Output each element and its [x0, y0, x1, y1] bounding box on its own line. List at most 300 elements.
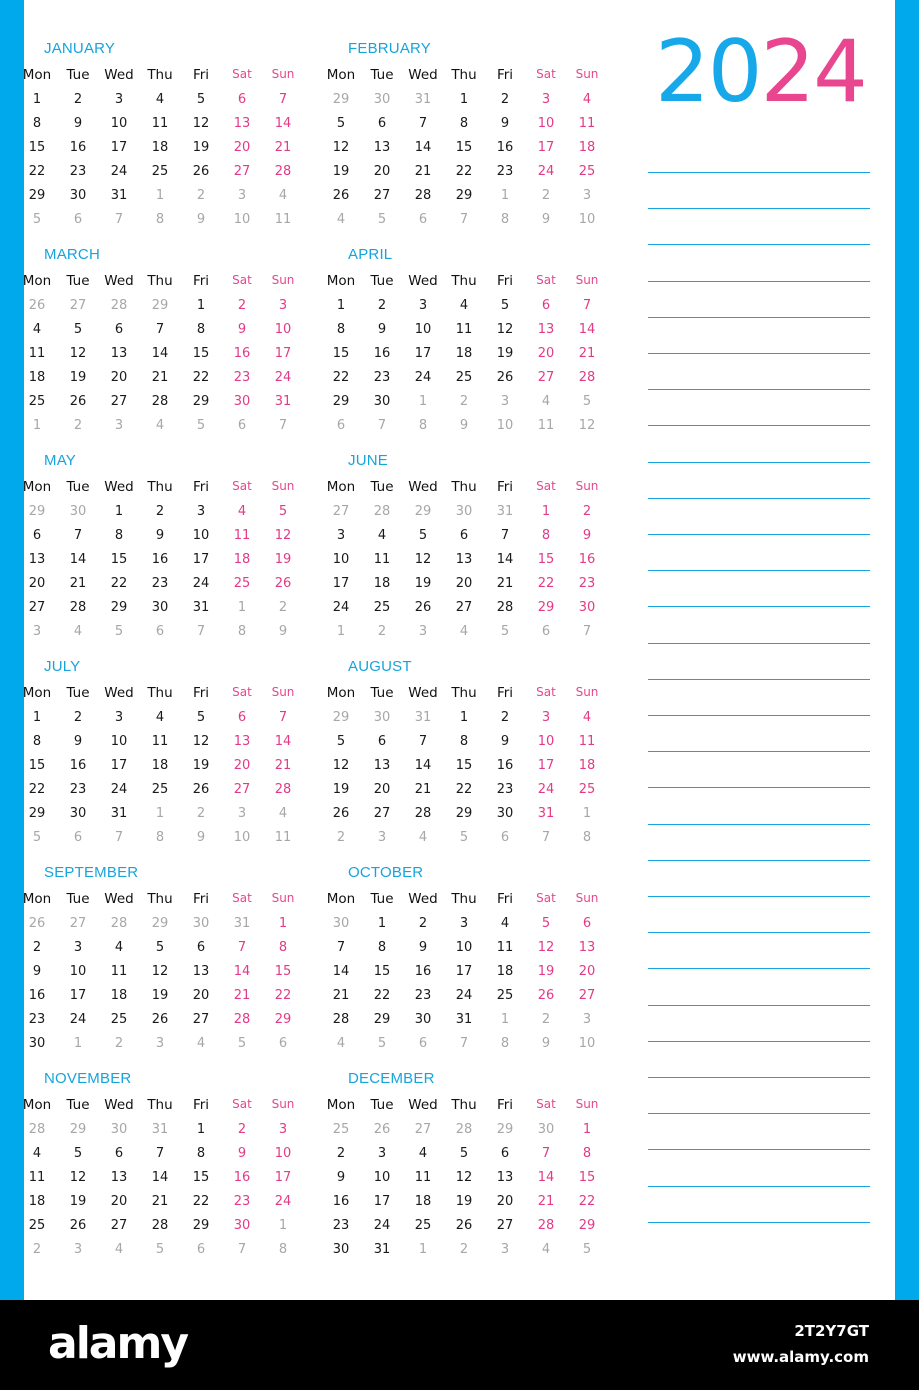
month-name: MARCH	[44, 246, 100, 263]
day-cell: 24	[537, 782, 555, 797]
day-cell: 28	[274, 164, 292, 179]
watermark-url: www.alamy.com	[732, 1348, 869, 1366]
adjacent-month-day: 28	[455, 1122, 473, 1137]
adjacent-month-day: 2	[32, 1242, 42, 1257]
weekday-header-thu: Thu	[147, 891, 173, 907]
day-cell: 21	[69, 576, 87, 591]
day-cell: 4	[377, 528, 387, 543]
day-cell: 16	[496, 758, 514, 773]
weekday-header-mon: Mon	[22, 273, 52, 289]
weekday-header-wed: Wed	[104, 479, 134, 495]
note-line	[648, 1041, 870, 1042]
day-cell: 23	[233, 370, 251, 385]
day-cell: 12	[151, 964, 169, 979]
weekday-header-sun: Sun	[575, 1097, 599, 1111]
weekday-header-mon: Mon	[22, 685, 52, 701]
adjacent-month-day: 3	[114, 418, 124, 433]
day-cell: 31	[110, 188, 128, 203]
adjacent-month-day: 8	[155, 830, 165, 845]
day-cell: 27	[455, 600, 473, 615]
weekday-header-tue: Tue	[370, 479, 394, 495]
adjacent-month-day: 5	[32, 212, 42, 227]
day-cell: 6	[377, 116, 387, 131]
day-cell: 6	[237, 92, 247, 107]
day-cell: 26	[332, 806, 350, 821]
day-cell: 18	[455, 346, 473, 361]
weekday-header-sat: Sat	[536, 1097, 556, 1111]
weekday-header-thu: Thu	[451, 1097, 477, 1113]
day-cell: 14	[414, 758, 432, 773]
note-line	[648, 606, 870, 607]
adjacent-month-day: 11	[274, 212, 292, 227]
day-cell: 3	[278, 298, 288, 313]
day-cell: 14	[233, 964, 251, 979]
day-cell: 21	[233, 988, 251, 1003]
day-cell: 9	[32, 964, 42, 979]
day-cell: 8	[278, 940, 288, 955]
adjacent-month-day: 5	[500, 624, 510, 639]
year-title	[655, 22, 866, 122]
day-cell: 3	[114, 92, 124, 107]
weekday-header-fri: Fri	[496, 685, 514, 701]
day-cell: 14	[151, 1170, 169, 1185]
day-cell: 20	[233, 140, 251, 155]
note-line	[648, 498, 870, 499]
day-cell: 5	[73, 322, 83, 337]
adjacent-month-day: 2	[541, 1012, 551, 1027]
weekday-header-wed: Wed	[408, 1097, 438, 1113]
day-cell: 3	[377, 1146, 387, 1161]
day-cell: 20	[373, 782, 391, 797]
day-cell: 14	[496, 552, 514, 567]
note-line	[648, 751, 870, 752]
day-cell: 4	[459, 298, 469, 313]
day-cell: 4	[155, 710, 165, 725]
note-line	[648, 1149, 870, 1150]
day-cell: 29	[192, 1218, 210, 1233]
month-name: AUGUST	[348, 658, 412, 675]
adjacent-month-day: 6	[73, 830, 83, 845]
day-cell: 2	[582, 504, 592, 519]
weekday-header-sun: Sun	[575, 891, 599, 905]
day-cell: 30	[332, 1242, 350, 1257]
weekday-header-tue: Tue	[66, 891, 90, 907]
month-name: DECEMBER	[348, 1070, 435, 1087]
day-cell: 6	[32, 528, 42, 543]
adjacent-month-day: 10	[578, 1036, 596, 1051]
weekday-header-tue: Tue	[66, 67, 90, 83]
day-cell: 1	[32, 92, 42, 107]
day-cell: 9	[73, 734, 83, 749]
day-cell: 9	[155, 528, 165, 543]
day-cell: 22	[274, 988, 292, 1003]
day-cell: 28	[414, 806, 432, 821]
adjacent-month-day: 4	[155, 418, 165, 433]
day-cell: 13	[28, 552, 46, 567]
adjacent-month-day: 1	[155, 806, 165, 821]
weekday-header-sun: Sun	[575, 479, 599, 493]
adjacent-month-day: 4	[196, 1036, 206, 1051]
weekday-header-sat: Sat	[232, 891, 252, 905]
day-cell: 25	[28, 394, 46, 409]
weekday-header-thu: Thu	[147, 67, 173, 83]
adjacent-month-day: 2	[73, 418, 83, 433]
weekday-header-sat: Sat	[536, 891, 556, 905]
day-cell: 20	[192, 988, 210, 1003]
day-cell: 2	[418, 916, 428, 931]
adjacent-month-day: 2	[196, 188, 206, 203]
day-cell: 12	[192, 734, 210, 749]
weekday-header-tue: Tue	[370, 685, 394, 701]
day-cell: 17	[274, 1170, 292, 1185]
weekday-header-tue: Tue	[370, 891, 394, 907]
day-cell: 20	[233, 758, 251, 773]
day-cell: 16	[233, 346, 251, 361]
month-name: MAY	[44, 452, 76, 469]
day-cell: 9	[500, 734, 510, 749]
day-cell: 23	[414, 988, 432, 1003]
day-cell: 8	[196, 322, 206, 337]
day-cell: 20	[537, 346, 555, 361]
day-cell: 15	[110, 552, 128, 567]
day-cell: 23	[69, 164, 87, 179]
day-cell: 5	[336, 734, 346, 749]
day-cell: 19	[151, 988, 169, 1003]
day-cell: 18	[373, 576, 391, 591]
adjacent-month-day: 7	[114, 212, 124, 227]
day-cell: 25	[28, 1218, 46, 1233]
day-cell: 22	[28, 782, 46, 797]
day-cell: 10	[69, 964, 87, 979]
day-cell: 7	[541, 1146, 551, 1161]
day-cell: 17	[537, 140, 555, 155]
adjacent-month-day: 30	[373, 710, 391, 725]
adjacent-month-day: 3	[582, 188, 592, 203]
note-line	[648, 317, 870, 318]
day-cell: 20	[110, 1194, 128, 1209]
day-cell: 3	[418, 298, 428, 313]
adjacent-month-day: 31	[496, 504, 514, 519]
day-cell: 5	[459, 1146, 469, 1161]
adjacent-month-day: 9	[459, 418, 469, 433]
adjacent-month-day: 31	[414, 92, 432, 107]
day-cell: 4	[114, 940, 124, 955]
day-cell: 24	[332, 600, 350, 615]
day-cell: 5	[196, 92, 206, 107]
day-cell: 26	[151, 1012, 169, 1027]
day-cell: 9	[237, 1146, 247, 1161]
adjacent-month-day: 3	[32, 624, 42, 639]
day-cell: 11	[414, 1170, 432, 1185]
adjacent-month-day: 3	[418, 624, 428, 639]
day-cell: 14	[332, 964, 350, 979]
day-cell: 17	[110, 140, 128, 155]
day-cell: 23	[28, 1012, 46, 1027]
day-cell: 19	[537, 964, 555, 979]
year-title-second-half: 24	[760, 22, 866, 122]
adjacent-month-day: 1	[237, 600, 247, 615]
day-cell: 26	[332, 188, 350, 203]
adjacent-month-day: 30	[110, 1122, 128, 1137]
adjacent-month-day: 8	[500, 212, 510, 227]
adjacent-month-day: 26	[373, 1122, 391, 1137]
day-cell: 10	[455, 940, 473, 955]
adjacent-month-day: 26	[28, 298, 46, 313]
adjacent-month-day: 29	[332, 92, 350, 107]
adjacent-month-day: 3	[582, 1012, 592, 1027]
adjacent-month-day: 1	[278, 1218, 288, 1233]
day-cell: 5	[418, 528, 428, 543]
day-cell: 19	[332, 782, 350, 797]
day-cell: 26	[496, 370, 514, 385]
day-cell: 4	[500, 916, 510, 931]
day-cell: 16	[69, 140, 87, 155]
day-cell: 13	[110, 346, 128, 361]
adjacent-month-day: 9	[196, 830, 206, 845]
adjacent-month-day: 2	[114, 1036, 124, 1051]
weekday-header-wed: Wed	[408, 685, 438, 701]
weekday-header-fri: Fri	[496, 891, 514, 907]
day-cell: 7	[278, 710, 288, 725]
adjacent-month-day: 1	[500, 1012, 510, 1027]
day-cell: 31	[274, 394, 292, 409]
day-cell: 25	[151, 782, 169, 797]
adjacent-month-day: 6	[196, 1242, 206, 1257]
day-cell: 16	[69, 758, 87, 773]
adjacent-month-day: 29	[28, 504, 46, 519]
day-cell: 28	[151, 1218, 169, 1233]
adjacent-month-day: 7	[237, 1242, 247, 1257]
day-cell: 26	[192, 164, 210, 179]
day-cell: 30	[28, 1036, 46, 1051]
day-cell: 5	[500, 298, 510, 313]
day-cell: 21	[274, 140, 292, 155]
weekday-header-mon: Mon	[326, 479, 356, 495]
day-cell: 15	[373, 964, 391, 979]
day-cell: 5	[196, 710, 206, 725]
day-cell: 27	[373, 188, 391, 203]
day-cell: 7	[500, 528, 510, 543]
day-cell: 1	[114, 504, 124, 519]
adjacent-month-day: 4	[336, 1036, 346, 1051]
day-cell: 29	[274, 1012, 292, 1027]
day-cell: 17	[373, 1194, 391, 1209]
adjacent-month-day: 4	[541, 394, 551, 409]
adjacent-month-day: 4	[459, 624, 469, 639]
day-cell: 28	[332, 1012, 350, 1027]
adjacent-month-day: 30	[373, 92, 391, 107]
adjacent-month-day: 3	[155, 1036, 165, 1051]
adjacent-month-day: 28	[110, 916, 128, 931]
weekday-header-thu: Thu	[451, 67, 477, 83]
month-name: FEBRUARY	[348, 40, 432, 57]
day-cell: 24	[69, 1012, 87, 1027]
day-cell: 20	[28, 576, 46, 591]
day-cell: 20	[578, 964, 596, 979]
note-line	[648, 679, 870, 680]
day-cell: 29	[537, 600, 555, 615]
day-cell: 28	[414, 188, 432, 203]
day-cell: 25	[233, 576, 251, 591]
weekday-header-thu: Thu	[451, 891, 477, 907]
day-cell: 25	[414, 1218, 432, 1233]
adjacent-month-day: 7	[114, 830, 124, 845]
right-accent-bar	[895, 0, 919, 1300]
day-cell: 14	[414, 140, 432, 155]
adjacent-month-day: 7	[377, 418, 387, 433]
day-cell: 18	[110, 988, 128, 1003]
weekday-header-mon: Mon	[326, 273, 356, 289]
day-cell: 11	[455, 322, 473, 337]
adjacent-month-day: 7	[459, 212, 469, 227]
day-cell: 28	[274, 782, 292, 797]
note-line	[648, 715, 870, 716]
weekday-header-mon: Mon	[326, 1097, 356, 1113]
adjacent-month-day: 12	[578, 418, 596, 433]
day-cell: 11	[373, 552, 391, 567]
day-cell: 16	[28, 988, 46, 1003]
day-cell: 31	[110, 806, 128, 821]
weekday-header-fri: Fri	[192, 685, 210, 701]
weekday-header-fri: Fri	[496, 67, 514, 83]
month-name: JUNE	[348, 452, 388, 469]
day-cell: 26	[455, 1218, 473, 1233]
day-cell: 11	[110, 964, 128, 979]
adjacent-month-day: 2	[278, 600, 288, 615]
day-cell: 16	[496, 140, 514, 155]
day-cell: 20	[455, 576, 473, 591]
day-cell: 4	[582, 92, 592, 107]
adjacent-month-day: 8	[237, 624, 247, 639]
day-cell: 27	[110, 1218, 128, 1233]
adjacent-month-day: 1	[32, 418, 42, 433]
adjacent-month-day: 31	[233, 916, 251, 931]
day-cell: 18	[578, 140, 596, 155]
day-cell: 18	[496, 964, 514, 979]
weekday-header-wed: Wed	[104, 891, 134, 907]
day-cell: 25	[578, 164, 596, 179]
day-cell: 27	[537, 370, 555, 385]
day-cell: 18	[28, 370, 46, 385]
adjacent-month-day: 4	[73, 624, 83, 639]
day-cell: 23	[69, 782, 87, 797]
day-cell: 16	[332, 1194, 350, 1209]
day-cell: 28	[151, 394, 169, 409]
note-line	[648, 281, 870, 282]
adjacent-month-day: 2	[196, 806, 206, 821]
day-cell: 13	[233, 734, 251, 749]
note-line	[648, 932, 870, 933]
day-cell: 22	[578, 1194, 596, 1209]
day-cell: 13	[537, 322, 555, 337]
day-cell: 14	[274, 734, 292, 749]
day-cell: 6	[377, 734, 387, 749]
day-cell: 10	[537, 116, 555, 131]
adjacent-month-day: 6	[278, 1036, 288, 1051]
watermark-logo: alamy	[48, 1318, 187, 1369]
weekday-header-wed: Wed	[408, 273, 438, 289]
day-cell: 10	[110, 116, 128, 131]
day-cell: 23	[151, 576, 169, 591]
day-cell: 28	[496, 600, 514, 615]
day-cell: 16	[578, 552, 596, 567]
day-cell: 21	[537, 1194, 555, 1209]
day-cell: 14	[537, 1170, 555, 1185]
day-cell: 29	[192, 394, 210, 409]
adjacent-month-day: 8	[278, 1242, 288, 1257]
day-cell: 22	[455, 164, 473, 179]
day-cell: 17	[274, 346, 292, 361]
note-line	[648, 968, 870, 969]
day-cell: 7	[155, 1146, 165, 1161]
day-cell: 3	[336, 528, 346, 543]
day-cell: 19	[496, 346, 514, 361]
day-cell: 17	[110, 758, 128, 773]
day-cell: 8	[582, 1146, 592, 1161]
day-cell: 3	[541, 710, 551, 725]
day-cell: 16	[414, 964, 432, 979]
day-cell: 1	[278, 916, 288, 931]
day-cell: 13	[110, 1170, 128, 1185]
adjacent-month-day: 9	[196, 212, 206, 227]
adjacent-month-day: 4	[114, 1242, 124, 1257]
day-cell: 2	[336, 1146, 346, 1161]
day-cell: 19	[414, 576, 432, 591]
adjacent-month-day: 5	[459, 830, 469, 845]
day-cell: 11	[578, 116, 596, 131]
adjacent-month-day: 7	[582, 624, 592, 639]
day-cell: 11	[578, 734, 596, 749]
day-cell: 13	[373, 758, 391, 773]
day-cell: 29	[28, 806, 46, 821]
day-cell: 6	[114, 322, 124, 337]
day-cell: 2	[237, 298, 247, 313]
day-cell: 22	[537, 576, 555, 591]
day-cell: 21	[332, 988, 350, 1003]
day-cell: 25	[578, 782, 596, 797]
day-cell: 16	[151, 552, 169, 567]
note-line	[648, 570, 870, 571]
weekday-header-sat: Sat	[232, 685, 252, 699]
day-cell: 8	[541, 528, 551, 543]
day-cell: 12	[537, 940, 555, 955]
day-cell: 27	[233, 782, 251, 797]
adjacent-month-day: 28	[373, 504, 391, 519]
adjacent-month-day: 5	[377, 212, 387, 227]
day-cell: 30	[578, 600, 596, 615]
day-cell: 11	[233, 528, 251, 543]
weekday-header-thu: Thu	[147, 479, 173, 495]
weekday-header-sat: Sat	[232, 1097, 252, 1111]
month-name: NOVEMBER	[44, 1070, 132, 1087]
day-cell: 12	[192, 116, 210, 131]
day-cell: 18	[414, 1194, 432, 1209]
weekday-header-wed: Wed	[104, 67, 134, 83]
adjacent-month-day: 27	[332, 504, 350, 519]
day-cell: 23	[496, 164, 514, 179]
adjacent-month-day: 11	[274, 830, 292, 845]
adjacent-month-day: 7	[541, 830, 551, 845]
adjacent-month-day: 8	[582, 830, 592, 845]
adjacent-month-day: 6	[336, 418, 346, 433]
adjacent-month-day: 10	[233, 212, 251, 227]
day-cell: 6	[114, 1146, 124, 1161]
day-cell: 22	[192, 1194, 210, 1209]
adjacent-month-day: 6	[155, 624, 165, 639]
day-cell: 30	[496, 806, 514, 821]
month-name: JULY	[44, 658, 81, 675]
day-cell: 29	[578, 1218, 596, 1233]
